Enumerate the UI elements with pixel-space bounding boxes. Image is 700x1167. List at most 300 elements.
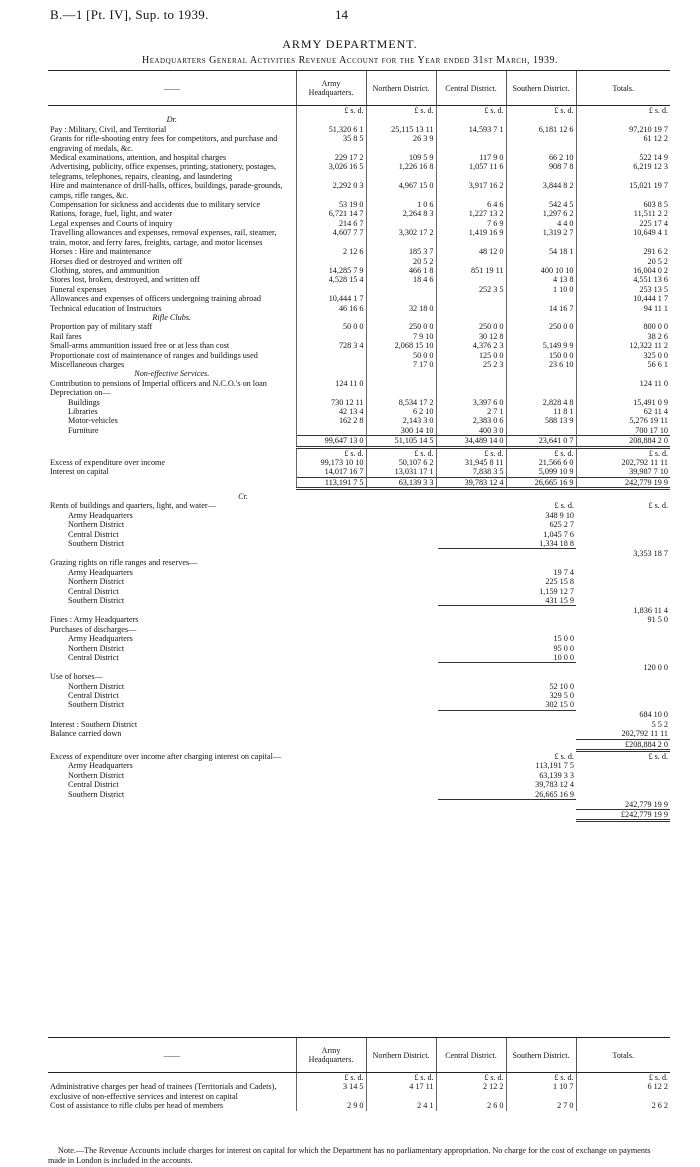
amount-cell — [296, 351, 366, 360]
row-label: Allowances and expenses of officers undergoing training abroad — [50, 294, 261, 304]
amount-cell: 6,181 12 6 — [506, 125, 576, 134]
amount-cell: £ s. d. — [436, 106, 506, 116]
table-row — [48, 266, 670, 275]
amount-cell: 8,534 17 2 — [366, 398, 436, 407]
amount-cell: 3,302 17 2 — [366, 228, 436, 247]
subtotal-cell: 63,139 3 3 — [539, 770, 574, 780]
total-cell: 242,779 19 9 — [625, 799, 668, 809]
amount-cell: 20 5 2 — [366, 257, 436, 266]
rents-total-row — [48, 549, 670, 558]
empty-cell — [576, 313, 670, 322]
row-label: Army Headquarters — [68, 761, 133, 771]
row-label: Interest : Southern District — [50, 719, 138, 729]
amount-cell — [366, 294, 436, 303]
amount-cell: £ s. d. — [366, 447, 436, 458]
table-row — [48, 351, 670, 360]
row-label: Horses died or destroyed and written off — [50, 256, 183, 266]
amount-cell: 1 10 0 — [506, 285, 576, 294]
amount-cell: 466 1 8 — [366, 266, 436, 275]
total-cell: 202,792 11 11 — [621, 729, 668, 739]
row-label: Balance carried down — [50, 729, 122, 739]
empty-cell — [576, 115, 670, 124]
row-label: Cr. — [238, 492, 248, 501]
amount-cell: 97,210 19 7 — [576, 125, 670, 134]
amount-cell: 250 0 0 — [366, 322, 436, 331]
total-cell — [576, 634, 670, 643]
subtotal-cell: 329 5 0 — [549, 691, 574, 701]
amount-cell: 2 12 2 — [436, 1082, 506, 1101]
column-header: Northern District. — [366, 71, 436, 106]
amount-cell: 7 17 0 — [366, 360, 436, 369]
total-cell — [576, 625, 670, 634]
empty-cell — [576, 369, 670, 378]
amount-cell: 38 2 6 — [576, 332, 670, 341]
row-label: Funeral expenses — [50, 284, 107, 294]
subtotal-cell: £ s. d. — [554, 501, 574, 511]
amount-cell: 150 0 0 — [506, 351, 576, 360]
subtotal-cell: 625 2 7 — [549, 520, 574, 530]
row-label: Administrative charges per head of trainees (Territorials and Cadets), exclusive of non-effective services and interest on capital — [50, 1082, 277, 1101]
row-label: Grants for rifle-shooting entry fees for competitors, and purchase and engraving of medals, &c. — [50, 134, 278, 153]
amount-cell: 26 3 9 — [366, 134, 436, 153]
amount-cell: 99,647 13 0 — [296, 436, 366, 447]
subtotal-cell — [438, 739, 576, 750]
credit-row — [48, 511, 670, 520]
subtotal-cell: 10 0 0 — [438, 653, 576, 663]
header-reference: B.—1 [Pt. IV], Sup. to 1939. — [50, 7, 209, 22]
column-header: Northern District. — [366, 1038, 436, 1073]
section-heading: Dr. — [166, 115, 177, 125]
units-row — [48, 1073, 670, 1083]
row-label: Buildings — [68, 397, 100, 407]
amount-cell: 162 2 8 — [296, 416, 366, 425]
section-heading: Non-effective Services. — [134, 369, 210, 379]
table-row — [48, 125, 670, 134]
row-label: Grazing rights on rifle ranges and reserves— — [50, 558, 198, 568]
amount-cell: 62 11 4 — [576, 407, 670, 416]
amount-cell: 35 8 5 — [296, 134, 366, 153]
empty-cell — [296, 313, 366, 322]
table-row — [48, 219, 670, 228]
row-label — [48, 1073, 296, 1083]
amount-cell: 185 3 7 — [366, 247, 436, 256]
table-row — [48, 341, 670, 350]
amount-cell: 15,491 0 9 — [576, 398, 670, 407]
table-row — [48, 181, 670, 200]
amount-cell: 7 9 10 — [366, 332, 436, 341]
amount-cell: 12,322 11 2 — [576, 341, 670, 350]
subtotal-cell: 1,334 18 8 — [438, 539, 576, 549]
amount-cell: 603 8 5 — [576, 200, 670, 209]
amount-cell: 4,376 2 3 — [436, 341, 506, 350]
amount-cell: 25,115 13 11 — [366, 125, 436, 134]
amount-cell: 11 8 1 — [506, 407, 576, 416]
empty-cell — [436, 115, 506, 124]
amount-cell: £ s. d. — [296, 1073, 366, 1083]
fines-row — [48, 615, 670, 624]
amount-cell: 800 0 0 — [576, 322, 670, 331]
amount-cell: 99,173 10 10 — [296, 458, 366, 467]
amount-cell — [436, 134, 506, 153]
amount-cell — [506, 388, 576, 397]
subtotal-cell: 26,665 16 9 — [438, 790, 576, 800]
amount-cell: 1 10 7 — [506, 1082, 576, 1101]
credit-row — [48, 780, 670, 789]
row-label: Libraries — [68, 407, 98, 416]
row-label: Furniture — [68, 425, 99, 435]
amount-cell: 18 4 6 — [366, 275, 436, 284]
row-label: Southern District — [68, 700, 125, 710]
amount-cell — [296, 332, 366, 341]
amount-cell: 53 19 0 — [296, 200, 366, 209]
row-label: Advertising, publicity, office expenses, printing, stationery, postages, telegrams, telephones, repairs, cleaning, and laundering — [50, 162, 277, 181]
amount-cell: 300 14 10 — [366, 426, 436, 436]
amount-cell: 4,967 15 0 — [366, 181, 436, 200]
row-label — [48, 739, 438, 750]
subtotal-cell — [438, 809, 576, 820]
amount-cell: 3,917 16 2 — [436, 181, 506, 200]
table-row — [48, 458, 670, 467]
table-row — [48, 257, 670, 266]
row-label: Rail fares — [50, 331, 82, 341]
amount-cell: 10,444 1 7 — [296, 294, 366, 303]
amount-cell: 32 18 0 — [366, 304, 436, 313]
amount-cell: 14,593 7 1 — [436, 125, 506, 134]
total-cell — [576, 644, 670, 653]
column-header: Central District. — [436, 1038, 506, 1073]
amount-cell: 20 5 2 — [576, 257, 670, 266]
balance-row — [48, 729, 670, 739]
amount-cell: 1,419 16 9 — [436, 228, 506, 247]
amount-cell: 14 16 7 — [506, 304, 576, 313]
amount-cell: 124 11 0 — [576, 379, 670, 388]
empty-cell — [296, 115, 366, 124]
row-label: Rations, forage, fuel, light, and water — [50, 209, 173, 219]
credit-row — [48, 644, 670, 653]
empty-cell — [506, 313, 576, 322]
subtotal-cell: 1,045 7 6 — [543, 529, 574, 539]
empty-cell — [296, 369, 366, 378]
amount-cell: 109 5 9 — [366, 153, 436, 162]
row-label: Fines : Army Headquarters — [50, 615, 139, 625]
amount-cell: 908 7 8 — [506, 162, 576, 181]
row-label: Central District — [68, 586, 119, 596]
amount-cell: 46 16 6 — [296, 304, 366, 313]
row-label: Purchases of discharges— — [50, 624, 137, 634]
row-label: Clothing, stores, and ammunition — [50, 265, 160, 275]
table-row — [48, 228, 670, 247]
amount-cell: 6,721 14 7 — [296, 209, 366, 218]
subtotal-cell: 302 15 0 — [438, 700, 576, 710]
row-label: Miscellaneous charges — [50, 359, 125, 369]
amount-cell: 7 6 9 — [436, 219, 506, 228]
amount-cell — [436, 388, 506, 397]
non-effective-heading — [48, 369, 670, 378]
table-row — [48, 209, 670, 218]
amount-cell: £ s. d. — [506, 1073, 576, 1083]
amount-cell: 291 6 2 — [576, 247, 670, 256]
row-label: Central District — [68, 691, 119, 701]
subtotal-cell — [438, 625, 576, 634]
amount-cell: 253 13 5 — [576, 285, 670, 294]
subtotal-cell: 52 10 0 — [549, 681, 574, 691]
amount-cell: 4,551 13 6 — [576, 275, 670, 284]
total-cell — [576, 682, 670, 691]
total-cell — [576, 780, 670, 789]
row-label: Central District — [68, 780, 119, 790]
debit-label-row — [48, 115, 670, 124]
total-cell — [576, 511, 670, 520]
amount-cell — [506, 294, 576, 303]
row-label: Army Headquarters — [68, 634, 133, 644]
amount-cell: 5,149 9 9 — [506, 341, 576, 350]
amount-cell — [366, 285, 436, 294]
table-row — [48, 304, 670, 313]
subtotal-cell — [438, 615, 576, 624]
amount-cell: 542 4 5 — [506, 200, 576, 209]
depreciation-label-row — [48, 388, 670, 397]
amount-cell: 26,665 16 9 — [506, 477, 576, 488]
amount-cell: 2 7 0 — [506, 1101, 576, 1110]
row-label: Use of horses— — [50, 672, 103, 682]
subtotal-cell: 39,783 12 4 — [535, 780, 574, 790]
amount-cell: 51,105 14 5 — [366, 436, 436, 447]
total-cell: £208,884 2 0 — [576, 739, 670, 750]
row-label: Medical examinations, attention, and hospital charges — [50, 153, 227, 163]
empty-cell — [506, 369, 576, 378]
amount-cell: 13,031 17 1 — [366, 467, 436, 477]
row-label: Army Headquarters — [68, 510, 133, 520]
amount-cell: £ s. d. — [436, 1073, 506, 1083]
subtotal-cell: 15 0 0 — [553, 634, 574, 644]
credit-row — [48, 653, 670, 663]
amount-cell: 2 6 0 — [436, 1101, 506, 1110]
amount-cell — [506, 332, 576, 341]
empty-cell — [366, 313, 436, 322]
debit-grand-total-row — [48, 477, 670, 488]
amount-cell: 6,219 12 3 — [576, 162, 670, 181]
amount-cell — [436, 257, 506, 266]
total-cell — [576, 771, 670, 780]
amount-cell: 124 11 0 — [296, 379, 366, 388]
amount-cell: 252 3 5 — [436, 285, 506, 294]
amount-cell: 3,026 16 5 — [296, 162, 366, 181]
row-label — [48, 663, 438, 672]
amount-cell — [366, 379, 436, 388]
total-cell — [576, 492, 670, 501]
total-cell — [576, 700, 670, 710]
amount-cell: 39,987 7 10 — [576, 467, 670, 477]
credit-row — [48, 790, 670, 800]
column-header: Army Headquarters. — [296, 1038, 366, 1073]
column-header-blank: —— — [48, 1038, 296, 1073]
row-label: Rents of buildings and quarters, light, and water— — [50, 501, 216, 511]
amount-cell: 522 14 9 — [576, 153, 670, 162]
subtotal-cell: 431 15 9 — [438, 596, 576, 606]
column-header: Southern District. — [506, 71, 576, 106]
subtotal-cell: 225 15 8 — [545, 577, 574, 587]
row-label: Northern District — [68, 770, 125, 780]
total-cell — [576, 530, 670, 539]
amount-cell: 94 11 1 — [576, 304, 670, 313]
total-cell: 120 0 0 — [643, 662, 668, 672]
amount-cell: 50,107 6 2 — [366, 458, 436, 467]
amount-cell: 400 10 10 — [506, 266, 576, 275]
table-row — [48, 407, 670, 416]
subtotal-cell — [438, 492, 576, 501]
row-label: Stores lost, broken, destroyed, and written off — [50, 275, 200, 285]
table-row — [48, 275, 670, 284]
row-label: Excess of expenditure over income after charging interest on capital— — [50, 751, 282, 761]
credit-row — [48, 700, 670, 710]
amount-cell: £ s. d. — [366, 106, 436, 116]
credit-row — [48, 568, 670, 577]
amount-cell: 11,511 2 2 — [576, 209, 670, 218]
empty-cell — [436, 313, 506, 322]
grazing-total-row — [48, 606, 670, 615]
subtotal-cell — [438, 663, 576, 672]
row-label: Pay : Military, Civil, and Territorial — [50, 124, 167, 134]
amount-cell — [576, 388, 670, 397]
amount-cell: 3 14 5 — [296, 1082, 366, 1101]
amount-cell: 1,227 13 2 — [436, 209, 506, 218]
amount-cell — [296, 388, 366, 397]
empty-cell — [366, 369, 436, 378]
amount-cell: 208,884 2 0 — [576, 436, 670, 447]
table-row — [48, 360, 670, 369]
amount-cell: 4,607 7 7 — [296, 228, 366, 247]
row-label: Small-arms ammunition issued free or at less than cost — [50, 341, 230, 351]
amount-cell: 63,139 3 3 — [366, 477, 436, 488]
amount-cell: 61 12 2 — [576, 134, 670, 153]
table-row — [48, 294, 670, 303]
column-header: Southern District. — [506, 1038, 576, 1073]
subtotal-cell — [438, 558, 576, 567]
amount-cell: 2,068 15 10 — [366, 341, 436, 350]
excess-label-row — [48, 752, 670, 761]
total-cell: £ s. d. — [648, 501, 668, 511]
amount-cell: 730 12 11 — [296, 398, 366, 407]
row-label: Travelling allowances and expenses, removal expenses, rail, steamer, train, motor, and ferry fares, freights, cartage, and motor licenses — [50, 228, 277, 247]
row-label: Depreciation on— — [50, 388, 111, 398]
amount-cell: 10,649 4 1 — [576, 228, 670, 247]
column-header: Totals. — [576, 1038, 670, 1073]
column-header: Army Headquarters. — [296, 71, 366, 106]
amount-cell: 242,779 19 9 — [576, 477, 670, 488]
table-row — [48, 467, 670, 477]
amount-cell: £ s. d. — [436, 447, 506, 458]
amount-cell: 400 3 0 — [436, 426, 506, 436]
amount-cell: 21,566 6 0 — [506, 458, 576, 467]
row-label: Central District — [68, 529, 119, 539]
credit-row — [48, 634, 670, 643]
rifle-clubs-heading — [48, 313, 670, 322]
empty-cell — [436, 369, 506, 378]
amount-cell: 4 13 8 — [506, 275, 576, 284]
row-label: Army Headquarters — [68, 567, 133, 577]
debit-total-row — [48, 436, 670, 447]
amount-cell: 2 6 2 — [576, 1101, 670, 1110]
credit-table — [48, 492, 670, 822]
amount-cell: 1 0 6 — [366, 200, 436, 209]
row-label: Northern District — [68, 577, 125, 587]
row-label: Hire and maintenance of drill-halls, offices, buildings, parade-grounds, camps, rifle ranges, &c. — [50, 181, 283, 200]
amount-cell: 66 2 10 — [506, 153, 576, 162]
amount-cell — [436, 275, 506, 284]
total-cell — [576, 539, 670, 549]
purchases-label-row — [48, 625, 670, 634]
amount-cell: 25 2 3 — [436, 360, 506, 369]
amount-cell: 48 12 0 — [436, 247, 506, 256]
amount-cell: 15,021 19 7 — [576, 181, 670, 200]
amount-cell — [506, 257, 576, 266]
table-row — [48, 332, 670, 341]
page-number: 14 — [335, 7, 348, 22]
amount-cell: 6 4 6 — [436, 200, 506, 209]
total-cell — [576, 568, 670, 577]
amount-cell: 14,285 7 9 — [296, 266, 366, 275]
empty-cell — [506, 115, 576, 124]
amount-cell: £ s. d. — [576, 106, 670, 116]
row-label: Contribution to pensions of Imperial officers and N.C.O.'s on loan — [50, 378, 267, 388]
amount-cell: 250 0 0 — [436, 322, 506, 331]
footnote: Note.—The Revenue Accounts include charges for interest on capital for which the Department has no parliamentary appropriation. No charge for the cost of exchange on payments made in London is included in the accounts. — [48, 1146, 651, 1165]
units-row — [48, 447, 670, 458]
amount-cell: 7,838 3 5 — [436, 467, 506, 477]
amount-cell: 3,397 6 0 — [436, 398, 506, 407]
row-label: Central District — [68, 652, 119, 662]
credit-label-row — [48, 492, 670, 501]
amount-cell — [366, 388, 436, 397]
amount-cell: £ s. d. — [296, 106, 366, 116]
credit-row — [48, 596, 670, 606]
amount-cell: 1,319 2 7 — [506, 228, 576, 247]
row-label — [48, 106, 296, 116]
amount-cell: 700 17 10 — [576, 426, 670, 436]
subtotal-cell: 1,159 12 7 — [539, 586, 574, 596]
subtotal-cell: 113,191 7 5 — [535, 761, 574, 771]
amount-cell: 54 18 1 — [506, 247, 576, 256]
subtotal-cell — [438, 549, 576, 558]
column-header-blank: —— — [48, 71, 296, 106]
row-label: Motor-vehicles — [68, 416, 118, 426]
amount-cell: 214 6 7 — [296, 219, 366, 228]
amount-cell: 2 9 0 — [296, 1101, 366, 1110]
amount-cell — [506, 134, 576, 153]
amount-cell: 202,792 11 11 — [576, 458, 670, 467]
credit-row — [48, 530, 670, 539]
amount-cell: 2 4 1 — [366, 1101, 436, 1110]
row-label: Horses : Hire and maintenance — [50, 247, 151, 257]
amount-cell: 2,383 0 6 — [436, 416, 506, 425]
amount-cell — [296, 257, 366, 266]
excess-total-row — [48, 800, 670, 810]
credit-section — [48, 492, 670, 821]
account-subtitle: Headquarters General Activities Revenue Account for the Year ended 31st March, 1939. — [142, 55, 558, 66]
table-row — [48, 416, 670, 425]
amount-cell: 588 13 9 — [506, 416, 576, 425]
row-label: Technical education of Instructors — [50, 303, 162, 313]
amount-cell: 4 17 11 — [366, 1082, 436, 1101]
amount-cell: 10,444 1 7 — [576, 294, 670, 303]
purchases-total-row — [48, 663, 670, 672]
amount-cell: 325 0 0 — [576, 351, 670, 360]
total-cell: £ s. d. — [648, 751, 668, 761]
amount-cell: 1,226 16 8 — [366, 162, 436, 181]
amount-cell: 851 19 11 — [436, 266, 506, 275]
row-label — [48, 447, 296, 458]
total-cell — [576, 790, 670, 800]
